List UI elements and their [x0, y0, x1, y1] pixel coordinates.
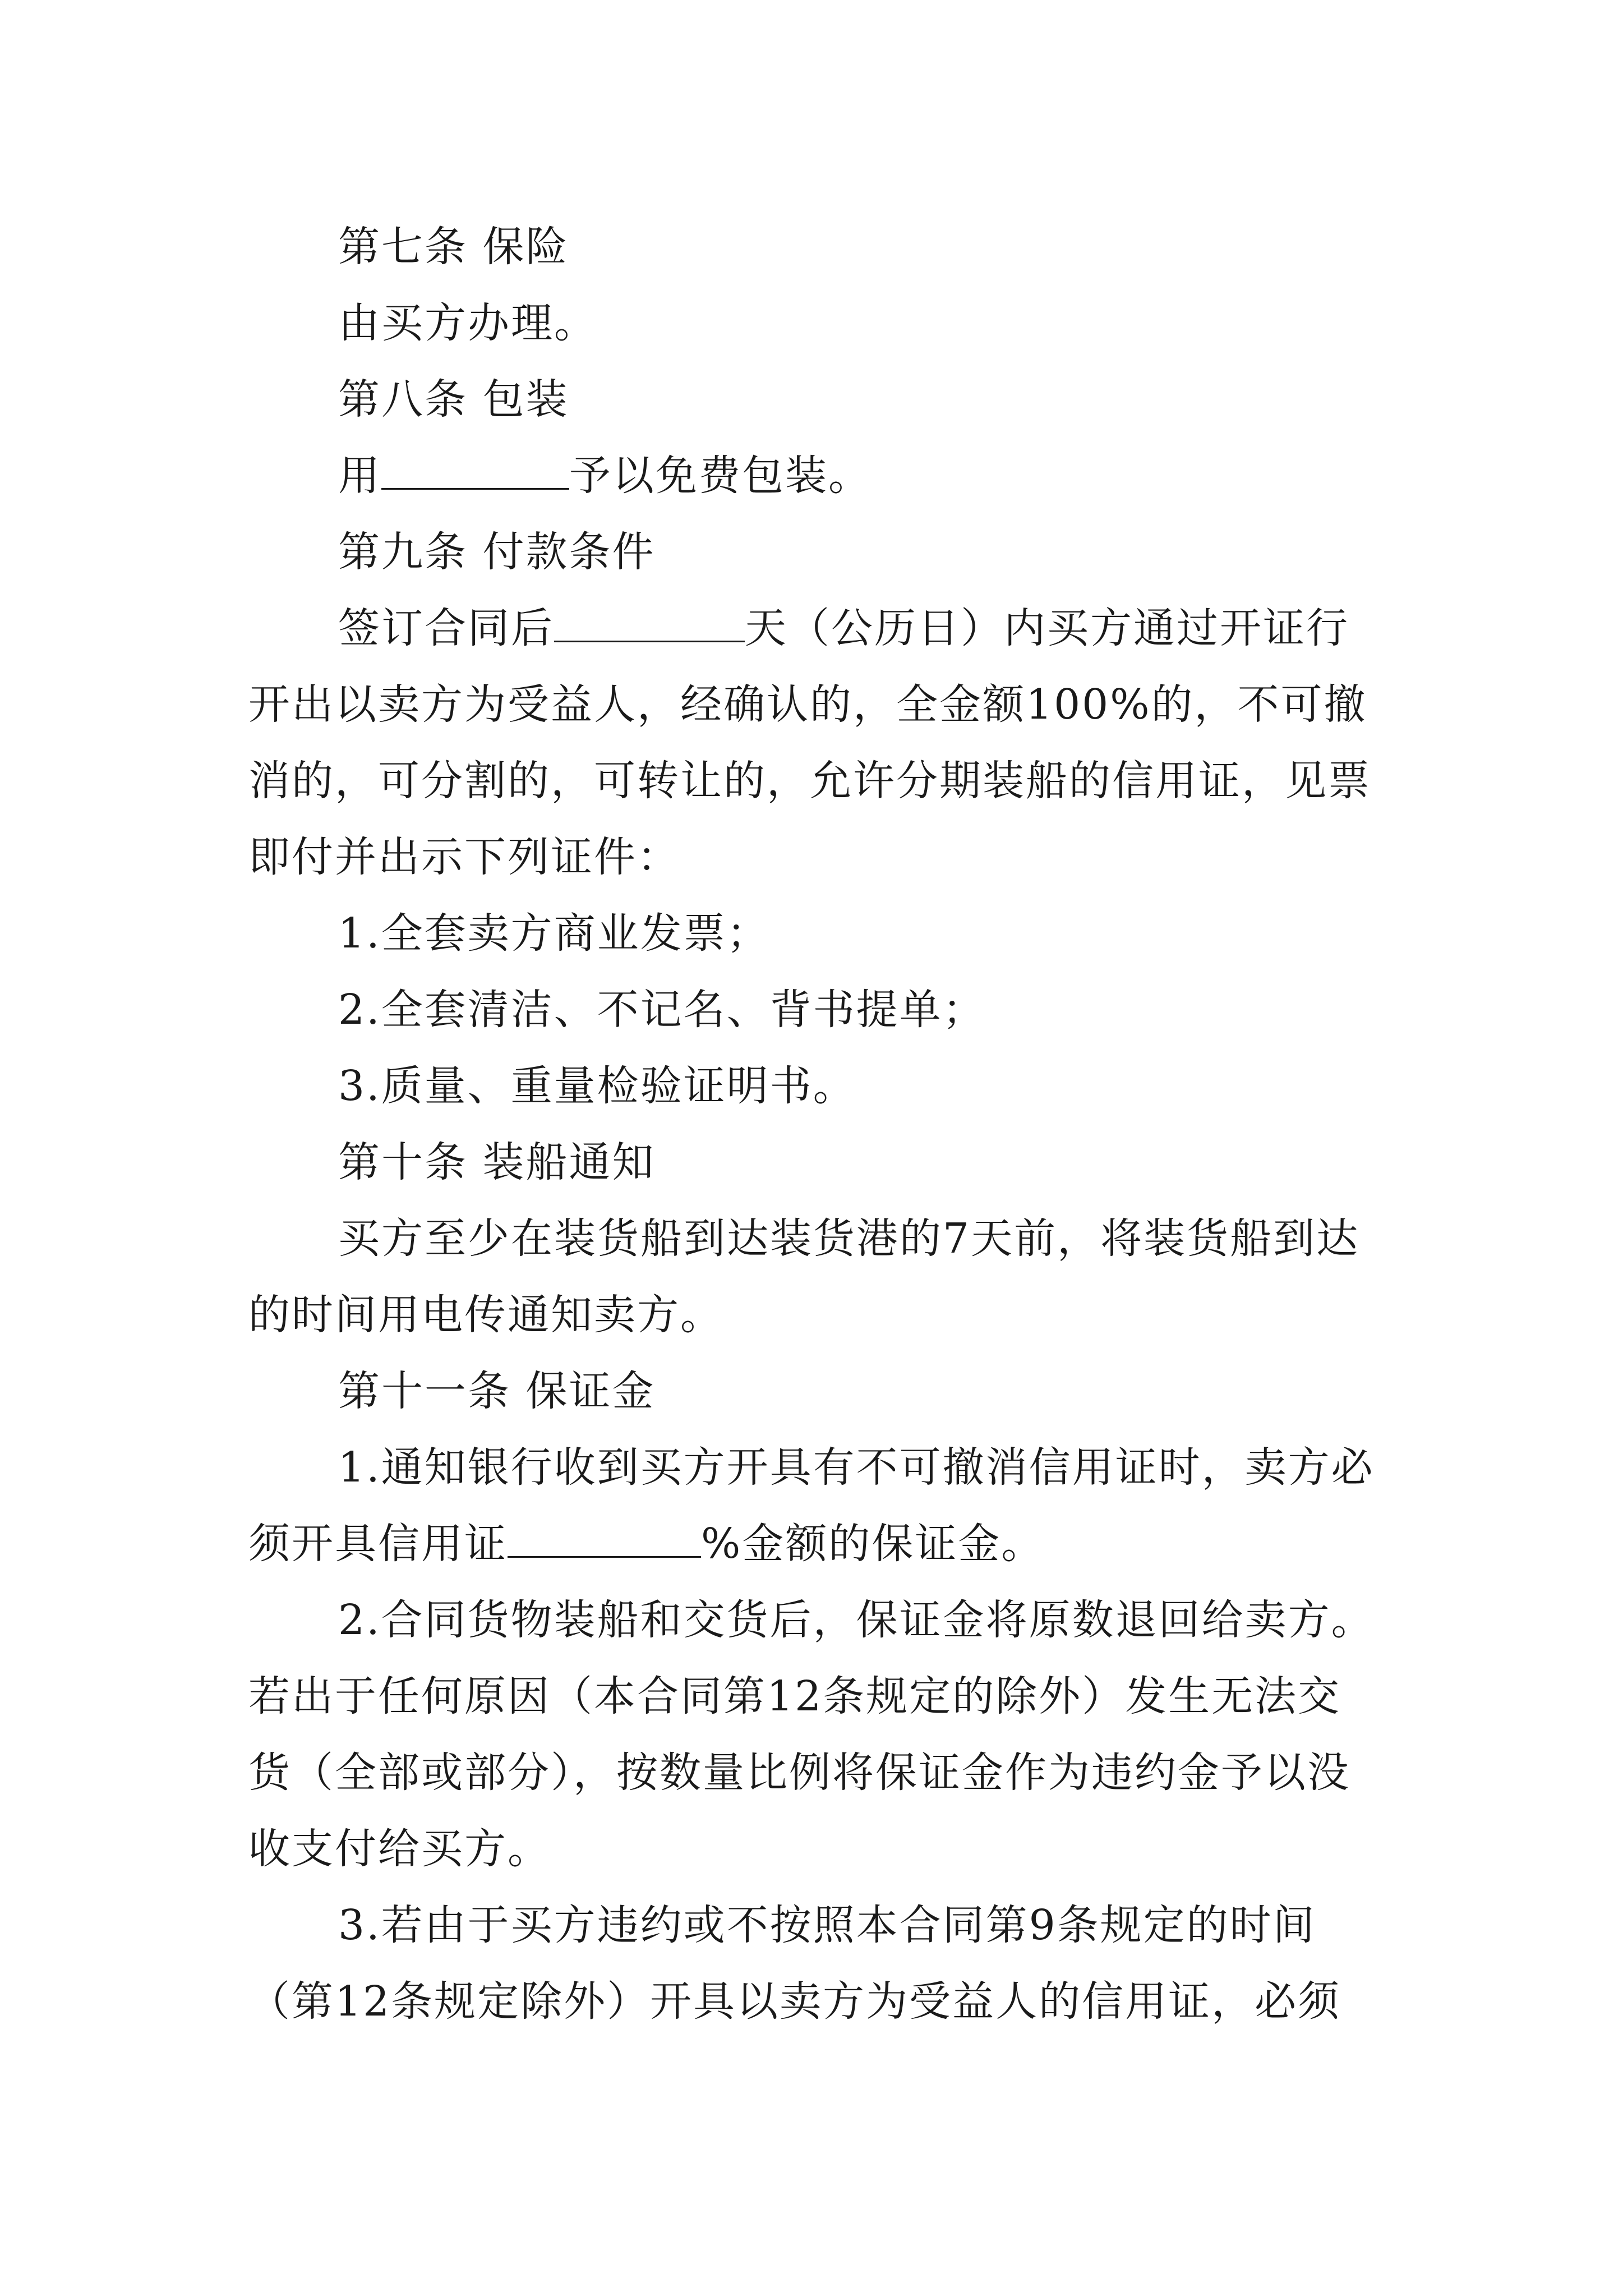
article-9-line-1-pre: 签订合同后: [338, 604, 554, 652]
article-10-line-1: 买方至少在装货船到达装货港的7天前，将装货船到达: [338, 1214, 1360, 1263]
deposit-percent-blank-field: [508, 1517, 701, 1558]
article-9-line-3: 消的，可分割的，可转让的，允许分期装船的信用证，见票: [248, 757, 1371, 805]
article-11-para-2-line-2: 若出于任何原因（本合同第12条规定的除外）发生无法交: [248, 1672, 1341, 1720]
article-11-para-1-line-1: 1.通知银行收到买方开具有不可撤消信用证时，卖方必: [338, 1443, 1375, 1492]
days-blank-field: [554, 601, 745, 642]
article-11-para-2-line-4: 收支付给买方。: [248, 1825, 551, 1873]
article-11-para-1-line-2-post: %金额的保证金。: [701, 1520, 1045, 1568]
article-9-line-2: 开出以卖方为受益人，经确认的，全金额100%的，不可撤: [248, 680, 1367, 729]
article-9-item-1: 1.全套卖方商业发票；: [338, 909, 770, 958]
article-10-line-2: 的时间用电传通知卖方。: [248, 1291, 723, 1339]
contract-text: [248, 209, 1393, 2040]
article-9-item-3: 3.质量、重量检验证明书。: [338, 1062, 856, 1110]
article-8-body-pre: 用: [338, 452, 381, 500]
article-11-title: 第十一条 保证金: [338, 1367, 656, 1415]
article-11-para-3-line-2: （第12条规定除外）开具以卖方为受益人的信用证，必须: [248, 1977, 1341, 2026]
article-11-para-3-line-1: 3.若由于买方违约或不按照本合同第9条规定的时间: [338, 1901, 1316, 1949]
article-9-line-1-post: 天（公历日）内买方通过开证行: [745, 604, 1349, 652]
article-8-body-post: 予以免费包装。: [569, 452, 872, 500]
article-9-title: 第九条 付款条件: [338, 528, 656, 576]
article-9-item-2: 2.全套清洁、不记名、背书提单；: [338, 986, 986, 1034]
article-9-line-4: 即付并出示下列证件：: [248, 833, 680, 881]
article-11-para-1-line-2: [248, 1506, 1393, 1582]
article-7-title: 第七条 保险: [338, 223, 569, 271]
article-8-body: [248, 438, 1393, 514]
article-9-line-1: [248, 590, 1393, 666]
article-11-para-2-line-3: 货（全部或部分），按数量比例将保证金作为违约金予以没: [248, 1749, 1350, 1797]
article-11-para-1-line-2-pre: 须开具信用证: [248, 1520, 508, 1568]
packaging-blank-field: [381, 449, 569, 490]
article-8-title: 第八条 包装: [338, 375, 569, 424]
article-7-body: 由买方办理。: [338, 299, 597, 347]
article-11-para-2-line-1: 2.合同货物装船和交货后，保证金将原数退回给卖方。: [338, 1596, 1375, 1644]
article-10-title: 第十条 装船通知: [338, 1138, 656, 1186]
